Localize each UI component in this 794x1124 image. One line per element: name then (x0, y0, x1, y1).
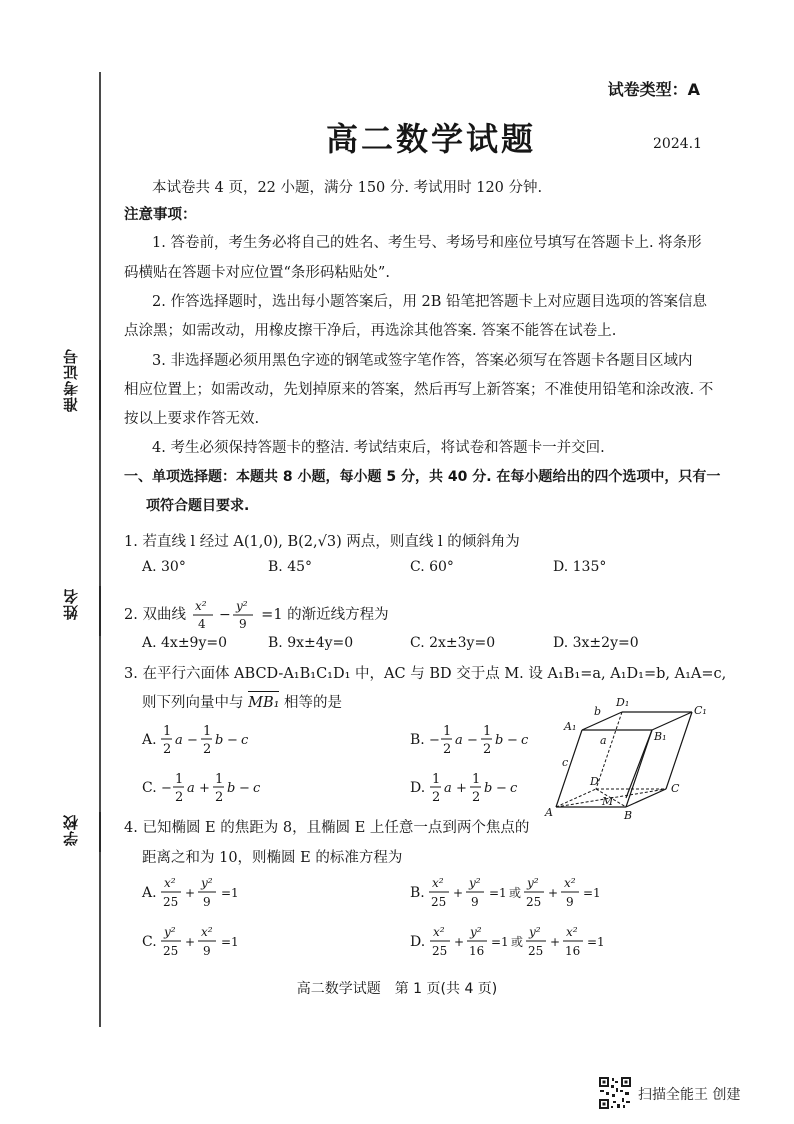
svg-text:1: 1 (431, 772, 440, 787)
edge-b1c1 (652, 712, 692, 730)
q4-option-d (410, 923, 605, 961)
label-c1: C₁ (694, 704, 707, 717)
svg-text:=1: =1 (586, 935, 605, 949)
svg-text:+: + (453, 935, 464, 949)
label-d1: D₁ (616, 696, 630, 709)
q4-b-or: 或 (509, 886, 522, 900)
svg-text:1: 1 (215, 772, 224, 787)
svg-text:=1: =1 (490, 935, 509, 949)
svg-text:25: 25 (163, 895, 179, 909)
svg-text:2: 2 (163, 742, 172, 757)
svg-text:b: b (495, 733, 504, 748)
question-2-stem (124, 597, 389, 633)
q3-option-d (410, 770, 540, 806)
q3-vector-label: MB₁ (248, 695, 280, 711)
question-1-stem: 1. 若直线 l 经过 A(1,0), B(2,√3) 两点，则直线 l 的倾斜角为 (124, 534, 520, 550)
label-a1: A₁ (564, 720, 577, 733)
binding-line (99, 72, 101, 1027)
question-4-stem: 4. 已知椭圆 E 的焦距为 8，且椭圆 E 上任意一点到两个焦点的 (124, 820, 530, 836)
q3-vector-mb1 (248, 691, 279, 711)
svg-text:b: b (227, 781, 236, 796)
svg-text:c: c (509, 781, 517, 796)
q2-option-a: A. 4x±9y=0 (142, 635, 227, 651)
q3-option-a (142, 722, 271, 758)
svg-text:c: c (253, 781, 261, 796)
label-vector-b: b (594, 705, 602, 718)
svg-text:1: 1 (483, 724, 492, 739)
scanner-brand: 扫描全能王 创建 (638, 1087, 741, 1103)
section-heading: 项符合题目要求. (146, 498, 250, 514)
svg-text:y²: y² (527, 876, 539, 890)
svg-text:16: 16 (564, 944, 580, 958)
q3-option-a-formula (161, 722, 271, 758)
svg-text:x²: x² (194, 599, 207, 613)
q4-option-b-formula (429, 874, 599, 912)
edge-a1d1 (582, 712, 622, 730)
q3-stem2-prefix: 则下列向量中与 (142, 695, 244, 711)
svg-text:y²: y² (469, 876, 481, 890)
svg-text:y²: y² (469, 925, 482, 939)
q1-option-b: B. 45° (268, 559, 313, 575)
q4-option-d-formula (430, 923, 605, 961)
svg-text:9: 9 (203, 944, 211, 958)
svg-text:9: 9 (566, 895, 574, 909)
q4-option-b (410, 874, 599, 912)
svg-text:−: − (227, 733, 238, 748)
svg-text:=1: =1 (583, 886, 600, 900)
q4-option-c-formula (161, 923, 271, 961)
svg-text:2: 2 (431, 790, 440, 805)
q2-hyperbola-formula (191, 597, 257, 633)
svg-text:c: c (241, 733, 249, 748)
q3-option-b (410, 722, 549, 758)
q3-option-c-letter: C. (142, 780, 157, 796)
school-label: 学校 (62, 814, 80, 846)
q3-option-b-formula (429, 722, 549, 758)
svg-text:−: − (467, 733, 479, 748)
q3-stem2-suffix: 相等的是 (284, 695, 343, 711)
edge-d1d (596, 712, 622, 789)
notice-line: 按以上要求作答无效. (124, 411, 260, 427)
q4-option-d-letter: D. (410, 934, 426, 950)
q3-option-d-formula (430, 770, 540, 806)
svg-text:25: 25 (527, 944, 543, 958)
svg-text:−: − (187, 733, 198, 748)
edge-bc (626, 789, 666, 807)
svg-text:9: 9 (471, 895, 479, 909)
label-a: A (545, 806, 553, 819)
parallelepiped-figure (540, 692, 720, 822)
svg-text:y²: y² (164, 925, 176, 939)
svg-text:y²: y² (201, 876, 213, 890)
svg-text:c: c (521, 733, 529, 748)
notice-line: 2. 作答选择题时，选出每小题答案后，用 2B 铅笔把答题卡上对应题目选项的答案信息 (152, 294, 708, 310)
q4-option-b-letter: B. (410, 885, 425, 901)
name-label: 姓名 (62, 588, 80, 620)
svg-text:4: 4 (197, 617, 206, 631)
svg-text:−: − (507, 733, 519, 748)
edge-c1c (666, 712, 692, 789)
svg-text:25: 25 (431, 944, 447, 958)
svg-text:−: − (161, 781, 173, 796)
svg-text:a: a (175, 733, 183, 748)
question-3-stem-2 (142, 691, 342, 712)
svg-text:x²: x² (564, 876, 576, 890)
svg-text:a: a (455, 733, 463, 748)
q3-option-a-letter: A. (142, 732, 157, 748)
notice-line: 相应位置上；如需改动，先划掉原来的答案，然后再写上新答案；不准使用铅笔和涂改液. 不 (124, 382, 714, 398)
q3-option-c-formula (161, 770, 281, 806)
svg-text:+: + (199, 781, 211, 796)
question-4-stem-2: 距离之和为 10，则椭圆 E 的标准方程为 (142, 850, 403, 866)
svg-text:=1: =1 (221, 886, 239, 900)
svg-text:−: − (495, 781, 507, 796)
q2-option-b: B. 9x±4y=0 (268, 635, 354, 651)
notice-line: 点涂黑；如需改动，用橡皮擦干净后，再选涂其他答案. 答案不能答在试卷上. (124, 323, 617, 339)
qr-code-icon (598, 1076, 632, 1110)
label-d: D (590, 775, 599, 788)
svg-text:+: + (185, 886, 196, 900)
q3-option-b-letter: B. (410, 732, 425, 748)
svg-text:2: 2 (471, 790, 480, 805)
notice-line: 4. 考生必须保持答题卡的整洁. 考试结束后，将试卷和答题卡一并交回. (152, 440, 605, 456)
svg-text:+: + (548, 886, 559, 900)
question-3-stem: 3. 在平行六面体 ABCD-A₁B₁C₁D₁ 中，AC 与 BD 交于点 M. 设 A₁B₁=a, A₁D₁=b, A₁A=c, (124, 666, 727, 682)
q3-option-c (142, 770, 281, 806)
page-footer: 高二数学试题 第 1 页(共 4 页) (296, 981, 498, 997)
edge-ad (556, 789, 596, 807)
svg-text:1: 1 (443, 724, 452, 739)
edge-a1a (556, 730, 582, 807)
svg-text:2: 2 (215, 790, 224, 805)
q4-option-c-letter: C. (142, 934, 157, 950)
svg-text:=1: =1 (489, 886, 507, 900)
q1-option-c: C. 60° (410, 559, 454, 575)
q2-stem-suffix: =1 的渐近线方程为 (261, 607, 389, 623)
svg-text:+: + (185, 935, 196, 949)
svg-text:x²: x² (565, 925, 578, 939)
svg-text:25: 25 (526, 895, 542, 909)
svg-text:b: b (215, 733, 224, 748)
svg-text:25: 25 (431, 895, 447, 909)
segment-b1m (626, 730, 652, 798)
svg-text:=1: =1 (221, 935, 239, 949)
q2-option-d: D. 3x±2y=0 (553, 635, 639, 651)
label-c: C (671, 782, 680, 795)
svg-text:a: a (187, 781, 195, 796)
q4-option-a-letter: A. (142, 885, 157, 901)
notice-line: 3. 非选择题必须用黑色字迹的钢笔或签字笔作答，答案必须写在答题卡各题目区域内 (152, 353, 693, 369)
svg-text:9: 9 (203, 895, 211, 909)
paper-type: 试卷类型：A (607, 80, 700, 99)
svg-text:2: 2 (175, 790, 184, 805)
notice-title: 注意事项： (124, 207, 197, 223)
vector-arrow (248, 691, 279, 692)
q1-option-d: D. 135° (553, 559, 607, 575)
label-vector-a: a (600, 734, 607, 747)
svg-text:2: 2 (483, 742, 492, 757)
svg-text:+: + (453, 886, 464, 900)
q1-option-a: A. 30° (142, 559, 186, 575)
svg-text:+: + (549, 935, 560, 949)
svg-text:2: 2 (443, 742, 452, 757)
svg-text:2: 2 (203, 742, 212, 757)
svg-text:1: 1 (175, 772, 184, 787)
exam-number-label: 准考证号 (62, 348, 80, 412)
page-title: 高二数学试题 (326, 120, 537, 158)
svg-text:+: + (455, 781, 467, 796)
exam-date: 2024.1 (653, 136, 702, 152)
label-m: M (602, 795, 614, 808)
intro-text: 本试卷共 4 页，22 小题，满分 150 分. 考试用时 120 分钟. (152, 180, 543, 196)
svg-text:a: a (443, 781, 452, 796)
q4-d-or: 或 (510, 935, 523, 949)
svg-text:x²: x² (164, 876, 176, 890)
svg-text:25: 25 (163, 944, 179, 958)
svg-text:−: − (429, 733, 441, 748)
svg-text:9: 9 (238, 617, 247, 631)
svg-text:1: 1 (203, 724, 212, 739)
q2-option-c: C. 2x±3y=0 (410, 635, 496, 651)
svg-text:16: 16 (468, 944, 484, 958)
label-b: B (624, 809, 633, 822)
svg-text:y²: y² (528, 925, 541, 939)
q4-option-a-formula (161, 874, 271, 912)
svg-text:−: − (239, 781, 251, 796)
notice-line: 1. 答卷前，考生务必将自己的姓名、考生号、考场号和座位号填写在答题卡上. 将条形 (152, 235, 702, 251)
svg-text:1: 1 (471, 772, 480, 787)
svg-text:x²: x² (432, 876, 444, 890)
svg-text:−: − (218, 607, 231, 623)
label-vector-c: c (562, 756, 569, 769)
q3-option-d-letter: D. (410, 780, 426, 796)
q2-stem-prefix: 2. 双曲线 (124, 607, 186, 623)
section-heading: 一、单项选择题：本题共 8 小题，每小题 5 分，共 40 分. 在每小题给出的四个选项中，只有一 (124, 469, 721, 485)
notice-line: 码横贴在答题卡对应位置“条形码粘贴处”. (124, 265, 390, 281)
svg-text:b: b (483, 781, 492, 796)
svg-text:1: 1 (163, 724, 172, 739)
svg-text:x²: x² (432, 925, 445, 939)
q4-option-a (142, 874, 271, 912)
label-b1: B₁ (654, 730, 667, 743)
q4-option-c (142, 923, 271, 961)
svg-text:y²: y² (235, 599, 248, 613)
svg-text:x²: x² (201, 925, 213, 939)
